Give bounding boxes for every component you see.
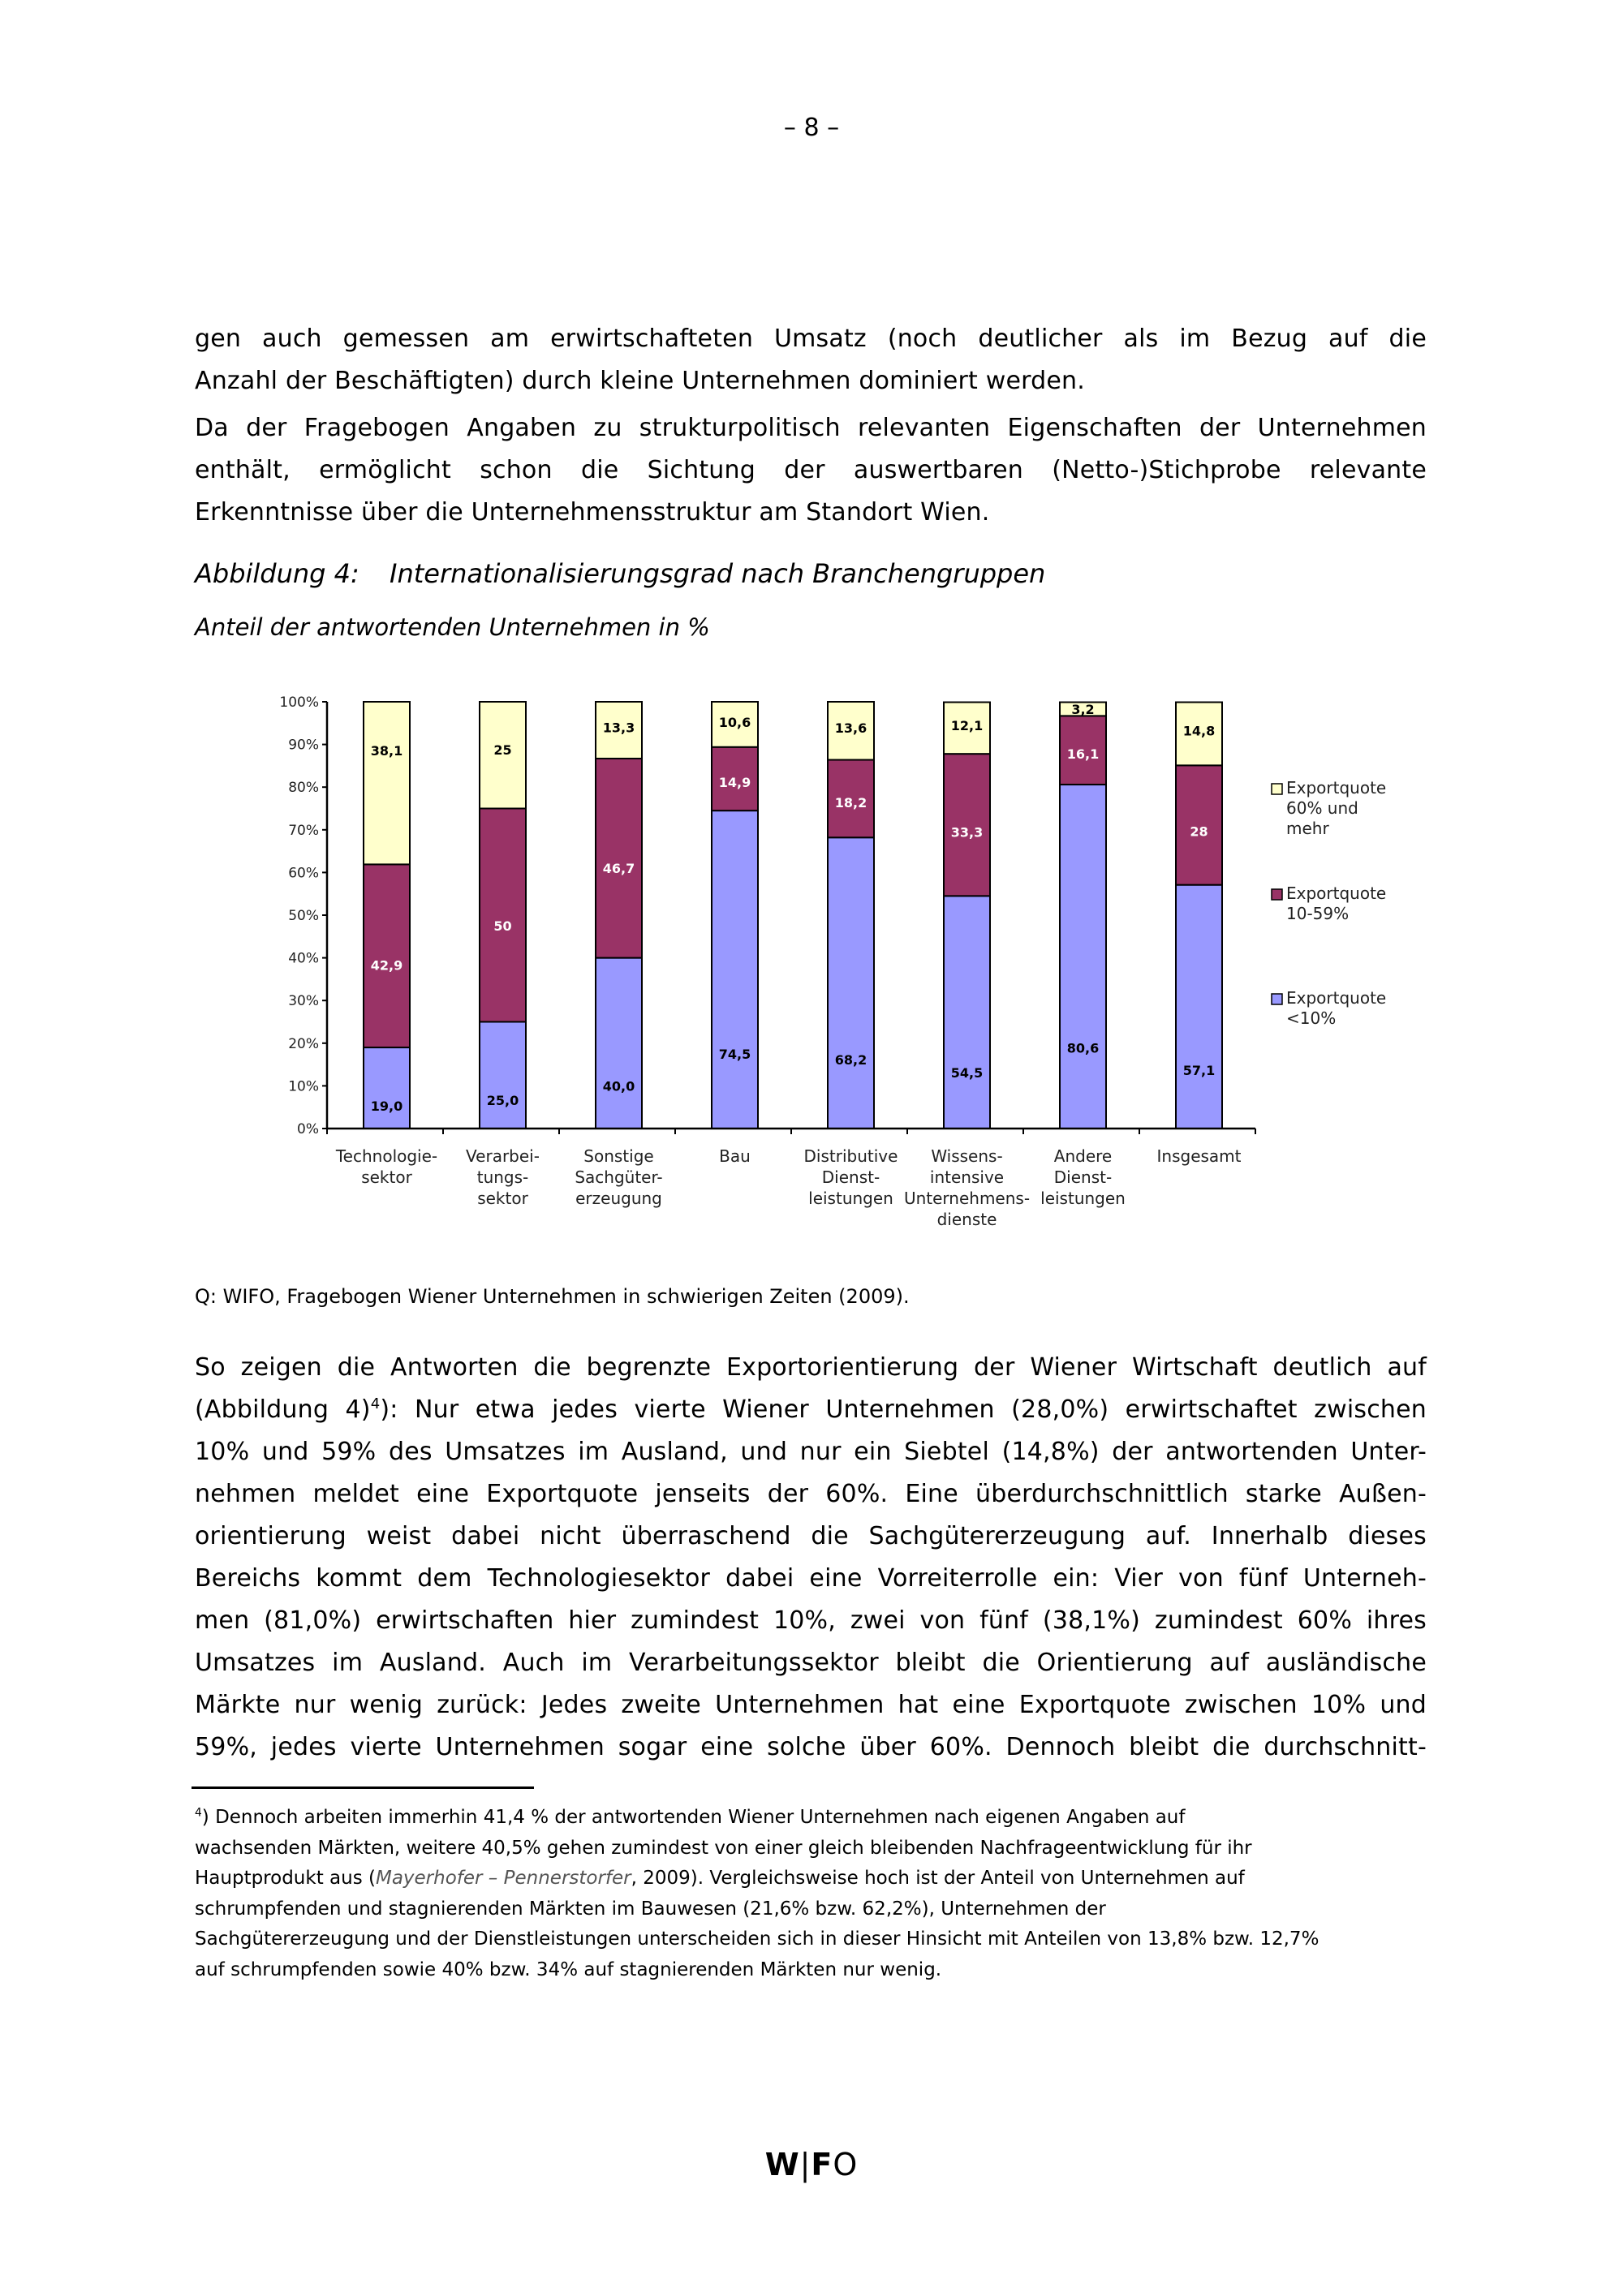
- wifo-logo: [0, 2147, 1623, 2182]
- data-label: 16,1: [1066, 746, 1100, 762]
- y-tick-label: 50%: [288, 908, 319, 924]
- legend-swatch: [1272, 784, 1282, 794]
- bar-segment: [596, 958, 642, 1129]
- intro-line: gen auch gemessen am erwirtschafteten Umsatz (noch deutlicher als im Bezug auf die: [195, 325, 1427, 353]
- data-label: 25: [493, 742, 512, 759]
- data-label: 57,1: [1182, 1062, 1216, 1078]
- footnote-line: schrumpfenden und stagnierenden Märkten im Bauwesen (21,6% bzw. 62,2%), Unternehmen der: [195, 1898, 1106, 1920]
- y-tick-label: 10%: [288, 1078, 319, 1095]
- bar-segment: [480, 1022, 526, 1129]
- figure-number: Abbildung 4:: [195, 558, 359, 589]
- footnote-line: [195, 1803, 1461, 1834]
- intro-line: enthält, ermöglicht schon die Sichtung der auswertbaren (Netto-)Stichprobe relevante: [195, 456, 1427, 484]
- legend-swatch: [1272, 889, 1282, 900]
- footnote-line: wachsenden Märkten, weitere 40,5% gehen zumindest von einer gleich bleibenden Nachfrageentwicklung für ihr: [195, 1837, 1252, 1859]
- footnote: [195, 1803, 1461, 1985]
- bar-segment: [828, 837, 874, 1129]
- category-label-line: Insgesamt: [1156, 1146, 1242, 1166]
- bar-segment: [364, 864, 410, 1047]
- data-label: 12,1: [950, 718, 984, 734]
- data-label: 13,3: [602, 720, 635, 736]
- category-label-line: Sonstige: [583, 1146, 654, 1166]
- figure-title-text: Internationalisierungsgrad nach Branchengruppen: [390, 558, 1046, 589]
- body-line: 10% und 59% des Umsatzes im Ausland, und nur ein Siebtel (14,8%) der antwortenden Unter-: [195, 1438, 1427, 1466]
- bar-segment: [596, 759, 642, 958]
- category-label-line: Verarbei-: [466, 1146, 540, 1166]
- bar-segment: [480, 809, 526, 1022]
- footnote-separator: [192, 1786, 534, 1789]
- body-line: So zeigen die Antworten die begrenzte Exportorientierung der Wiener Wirtschaft deutlich auf: [195, 1353, 1427, 1382]
- bar-segment: [944, 896, 990, 1129]
- body-line-part: ): Nur etwa jedes vierte Wiener Unternehmen (28,0%) erwirtschaftet zwischen: [380, 1395, 1427, 1424]
- body-line: nehmen meldet eine Exportquote jenseits der 60%. Eine überdurchschnittlich starke Außen-: [195, 1480, 1427, 1508]
- data-label: 33,3: [950, 824, 984, 841]
- category-label: [719, 1146, 751, 1166]
- logo-letter: F: [811, 2147, 833, 2182]
- body-paragraph: [195, 1347, 1427, 1769]
- category-label-line: tungs-: [476, 1167, 529, 1187]
- y-axis: [279, 694, 327, 1137]
- bar-segment: [364, 1047, 410, 1129]
- category-label-line: Dienst-: [1053, 1167, 1113, 1187]
- data-label: 40,0: [602, 1078, 635, 1094]
- intro-line: Erkenntnisse über die Unternehmensstruktur am Standort Wien.: [195, 498, 990, 527]
- category-label: [1157, 1146, 1242, 1166]
- body-line: men (81,0%) erwirtschaften hier zumindest 10%, zwei von fünf (38,1%) zumindest 60% ihres: [195, 1606, 1427, 1635]
- legend-label: [1286, 988, 1386, 1028]
- citation-link[interactable]: Mayerhofer – Pennerstorfer: [375, 1868, 631, 1889]
- bars: [364, 702, 1222, 1129]
- intro-line: Anzahl der Beschäftigten) durch kleine Unternehmen dominiert werden.: [195, 367, 1085, 395]
- y-tick-label: 100%: [279, 694, 319, 711]
- footnote-line: [195, 1864, 1461, 1894]
- legend-swatch: [1272, 994, 1282, 1004]
- data-label: 68,2: [834, 1052, 867, 1068]
- data-label: 80,6: [1066, 1040, 1100, 1056]
- y-tick-label: 20%: [288, 1035, 319, 1052]
- x-axis: [327, 1129, 1255, 1229]
- legend-label-line: mehr: [1286, 819, 1329, 838]
- footnote-text: Hauptprodukt aus (: [195, 1868, 376, 1889]
- legend: [1272, 778, 1386, 1028]
- legend-label-line: 60% und: [1286, 798, 1358, 818]
- category-label-line: leistungen: [1040, 1189, 1126, 1208]
- y-tick-label: 30%: [288, 993, 319, 1010]
- legend-label: [1286, 884, 1386, 923]
- data-label: 42,9: [370, 957, 403, 974]
- data-label: 14,8: [1182, 723, 1216, 739]
- footnote-ref[interactable]: 4: [370, 1395, 381, 1412]
- category-label: [575, 1146, 662, 1208]
- data-label: 14,9: [718, 774, 751, 790]
- category-label-line: leistungen: [808, 1189, 893, 1208]
- data-label: 25,0: [486, 1093, 519, 1109]
- figure-subtitle: Anteil der antwortenden Unternehmen in %: [195, 613, 710, 641]
- category-label-line: Distributive: [803, 1146, 898, 1166]
- body-line: 59%, jedes vierte Unternehmen sogar eine solche über 60%. Dennoch bleibt die durchschnitt-: [195, 1733, 1427, 1761]
- y-tick-label: 0%: [297, 1121, 319, 1137]
- category-label-line: Wissens-: [931, 1146, 1003, 1166]
- logo-letter: W: [764, 2147, 800, 2182]
- category-label-line: intensive: [929, 1167, 1005, 1187]
- data-label: 19,0: [370, 1099, 403, 1115]
- y-tick-label: 90%: [288, 737, 319, 754]
- category-label-line: Bau: [719, 1146, 751, 1166]
- logo-separator: |: [799, 2147, 812, 2182]
- legend-label-line: Exportquote: [1286, 778, 1387, 798]
- data-label: 13,6: [834, 720, 867, 737]
- data-label: 38,1: [370, 743, 403, 759]
- data-label: 46,7: [602, 861, 635, 877]
- body-line: Bereichs kommt dem Technologiesektor dabei eine Vorreiterrolle ein: Vier von fünf Unterneh-: [195, 1564, 1427, 1593]
- footnote-text: ) Dennoch arbeiten immerhin 41,4 % der antwortenden Wiener Unternehmen nach eigenen Angaben auf: [201, 1807, 1186, 1828]
- figure-source: Q: WIFO, Fragebogen Wiener Unternehmen in schwierigen Zeiten (2009).: [195, 1285, 910, 1308]
- data-label: 18,2: [834, 795, 867, 811]
- category-label-line: Sachgüter-: [575, 1167, 663, 1187]
- bar-segment: [364, 702, 410, 864]
- category-label-line: Dienst-: [821, 1167, 880, 1187]
- footnote-line: auf schrumpfenden sowie 40% bzw. 34% auf stagnierenden Märkten nur wenig.: [195, 1958, 942, 1980]
- intro-line: Da der Fragebogen Angaben zu strukturpolitisch relevanten Eigenschaften der Unternehmen: [195, 414, 1427, 442]
- body-line: orientierung weist dabei nicht überraschend die Sachgütererzeugung auf. Innerhalb dieses: [195, 1522, 1427, 1550]
- footnote-marker: 4: [195, 1806, 202, 1820]
- legend-label-line: Exportquote: [1286, 884, 1387, 903]
- data-label: 10,6: [718, 715, 751, 731]
- category-label: [1040, 1146, 1126, 1208]
- category-label: [904, 1146, 1030, 1229]
- category-label: [466, 1146, 540, 1208]
- category-label-line: Technologie-: [335, 1146, 438, 1166]
- logo-letter: O: [833, 2147, 859, 2182]
- category-label: [335, 1146, 437, 1187]
- bar-segment: [712, 810, 758, 1129]
- body-line: [195, 1389, 1427, 1431]
- body-line: Märkte nur wenig zurück: Jedes zweite Unternehmen hat eine Exportquote zwischen 10% und: [195, 1691, 1427, 1719]
- page-number: – 8 –: [783, 114, 840, 142]
- category-label: [804, 1146, 898, 1208]
- category-label-line: dienste: [936, 1210, 997, 1229]
- data-label: 28: [1190, 823, 1208, 840]
- category-label-line: Andere: [1053, 1146, 1113, 1166]
- body-line: Umsatzes im Ausland. Auch im Verarbeitungssektor bleibt die Orientierung auf ausländische: [195, 1649, 1427, 1677]
- bar-segment: [1060, 785, 1106, 1129]
- legend-label: [1286, 778, 1386, 838]
- data-label: 74,5: [718, 1046, 751, 1062]
- data-label: 54,5: [950, 1064, 984, 1081]
- y-tick-label: 70%: [288, 822, 319, 839]
- legend-label-line: <10%: [1286, 1008, 1337, 1028]
- y-tick-label: 80%: [288, 780, 319, 797]
- bar-segment: [1176, 885, 1222, 1129]
- footnote-text: , 2009). Vergleichsweise hoch ist der Anteil von Unternehmen auf: [631, 1868, 1245, 1889]
- y-tick-label: 60%: [288, 865, 319, 882]
- body-line-part: (Abbildung 4): [195, 1395, 371, 1424]
- y-tick-label: 40%: [288, 950, 319, 967]
- data-label: 50: [493, 918, 512, 935]
- legend-label-line: Exportquote: [1286, 988, 1387, 1008]
- legend-label-line: 10-59%: [1286, 904, 1350, 923]
- category-label-line: erzeugung: [575, 1189, 662, 1208]
- category-label-line: sektor: [361, 1167, 412, 1187]
- data-label: 3,2: [1071, 701, 1095, 717]
- category-label-line: Unternehmens-: [903, 1189, 1031, 1208]
- footnote-line: Sachgütererzeugung und der Dienstleistungen unterscheiden sich in dieser Hinsicht mit Anteilen von 13,8% bzw. 12,7%: [195, 1928, 1319, 1950]
- category-label-line: sektor: [477, 1189, 528, 1208]
